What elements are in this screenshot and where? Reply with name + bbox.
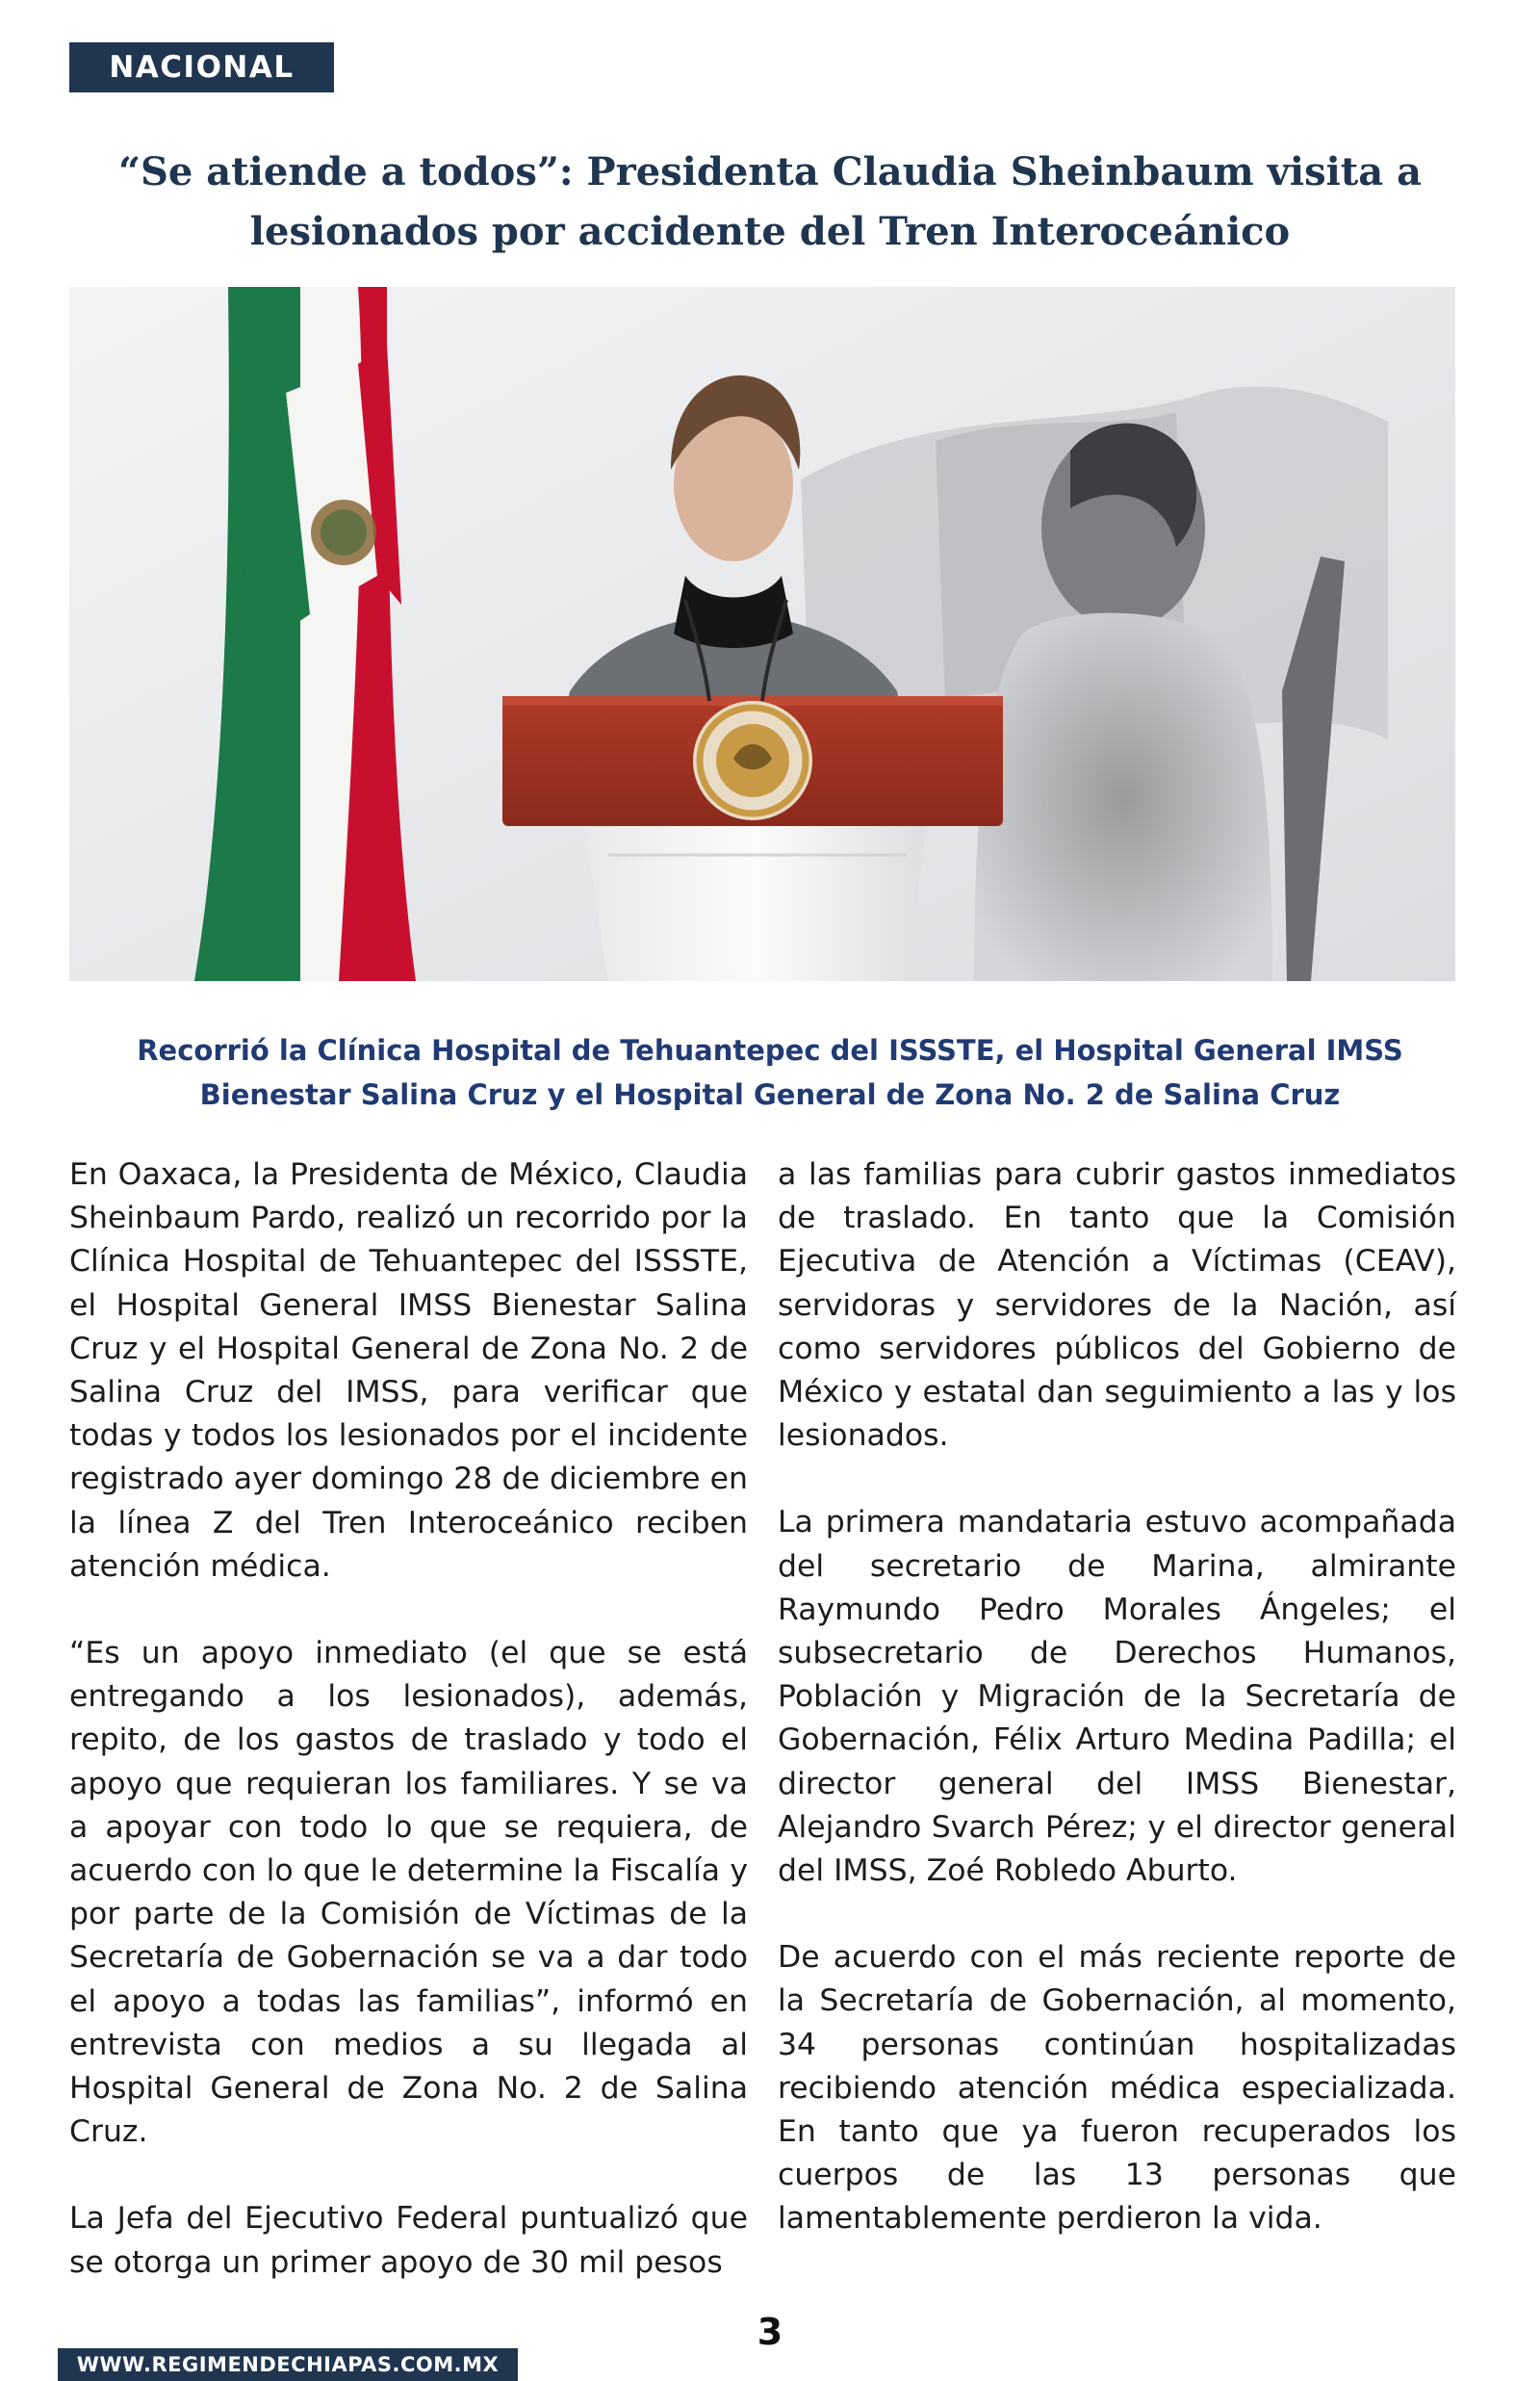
footer-website-link[interactable]: WWW.REGIMENDECHIAPAS.COM.MX xyxy=(58,2348,518,2381)
article-headline: “Se atiende a todos”: Presidenta Claudia Sheinbaum visita a lesionados por accidente del Tren Interoceánico xyxy=(117,149,1423,254)
body-paragraph: a las familias para cubrir gastos inmediatos de traslado. En tanto que la Comisión Ejecutiva de Atención a Víctimas (CEAV), servidoras y servidores de la Nación, así como servidores públicos del Gobierno de México y estatal dan seguimiento a las y los lesionados. xyxy=(778,1157,1456,1454)
page-number: 3 xyxy=(757,2311,783,2353)
body-column-left xyxy=(69,1153,748,2328)
body-column-right xyxy=(778,1153,1456,2285)
body-paragraph: En Oaxaca, la Presidenta de México, Claudia Sheinbaum Pardo, realizó un recorrido por la Clínica Hospital de Tehuantepec del ISSSTE, el Hospital General IMSS Bienestar Salina Cruz y el Hospital General de Zona No. 2 de Salina Cruz del IMSS, para verificar que todas y todos los lesionados por el incidente registrado ayer domingo 28 de diciembre en la línea Z del Tren Interoceánico reciben atención médica. xyxy=(69,1157,748,1584)
body-paragraph: La primera mandataria estuvo acompañada del secretario de Marina, almirante Raymundo Pedro Morales Ángeles; el subsecretario de Derechos Humanos, Población y Migración de la Secretaría de Gobernación, Félix Arturo Medina Padilla; el director general del IMSS Bienestar, Alejandro Svarch Pérez; y el director general del IMSS, Zoé Robledo Aburto. xyxy=(778,1505,1456,1889)
section-label: NACIONAL xyxy=(69,42,334,92)
article-subtitle: Recorrió la Clínica Hospital de Tehuantepec del ISSSTE, el Hospital General IMSS Bienestar Salina Cruz y el Hospital General de Zona No. 2 de Salina Cruz xyxy=(137,1034,1403,1111)
article-photo xyxy=(69,287,1455,981)
body-paragraph: “Es un apoyo inmediato (el que se está entregando a los lesionados), además, repito, de los gastos de traslado y todo el apoyo que requieran los familiares. Y se va a apoyar con todo lo que se requiera, de acuerdo con lo que le determine la Fiscalía y por parte de la Comisión de Víctimas de la Secretaría de Gobernación se va a dar todo el apoyo a todas las familias”, informó en entrevista con medios a su llegada al Hospital General de Zona No. 2 de Salina Cruz. xyxy=(69,1636,748,2150)
body-paragraph: La Jefa del Ejecutivo Federal puntualizó que se otorga un primer apoyo de 30 mil pesos xyxy=(69,2201,748,2280)
body-paragraph: De acuerdo con el más reciente reporte de la Secretaría de Gobernación, al momento, 34 personas continúan hospitalizadas recibiendo atención médica especializada. En tanto que ya fueron recuperados los cuerpos de las 13 personas que lamentablemente perdieron la vida. xyxy=(778,1940,1456,2237)
